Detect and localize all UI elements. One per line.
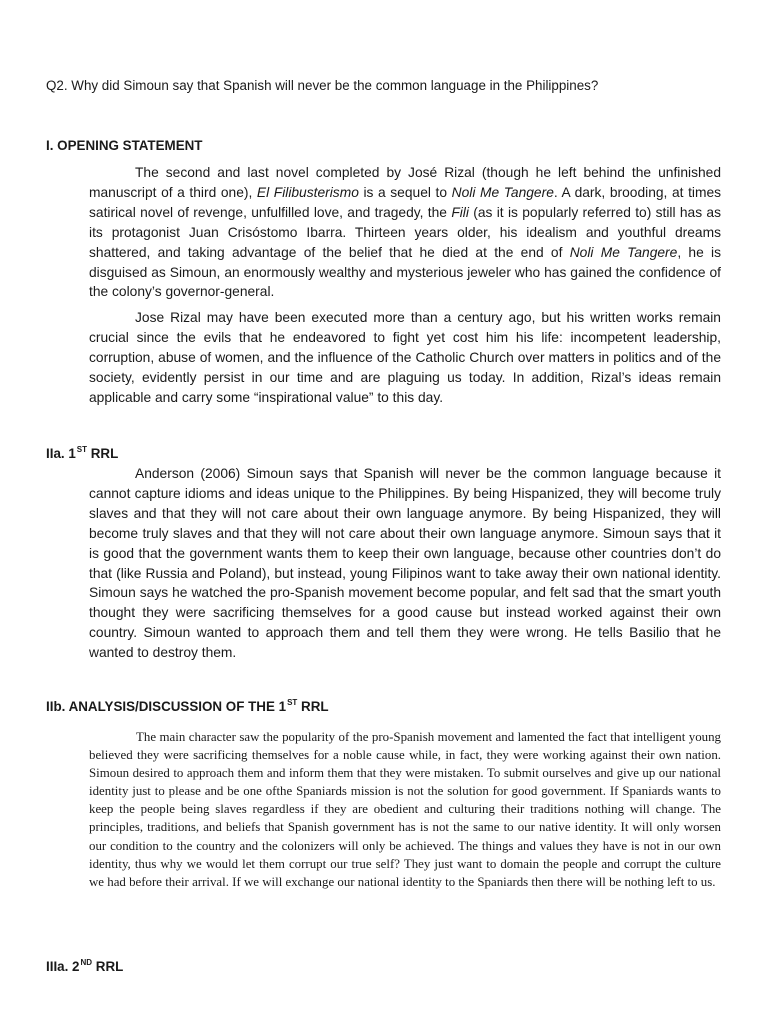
second-rrl-heading [46, 958, 123, 975]
first-rrl-analysis-heading [46, 698, 329, 715]
heading-prefix: IIa. 1 [46, 446, 76, 461]
first-rrl-heading [46, 445, 118, 462]
heading-suffix: RRL [92, 959, 124, 974]
italic-title: El Filibusterismo [256, 184, 359, 200]
first-rrl-body: Anderson (2006) Simoun says that Spanish will never be the common language because it cannot capture idioms and ideas unique to the Philippines. By being Hispanized, they will become truly slaves and that they will not care about their own language anymore. By being Hispanized, they will become truly slaves and that they will not care about their own language anymore. Simoun says that it is good that the government wants them to keep their own language, because other countries don’t do that (like Russia and Poland), but instead, young Filipinos want to take away their own national identity. Simoun says he watched the pro-Spanish movement become popular, and felt sad that the smart youth thought they were sacrificing themselves for a good cause but instead worked against their own country. Simoun wanted to approach them and tell them they were wrong. He tells Basilio that he wanted to destroy them. [89, 466, 721, 661]
text-run: , he is disguised as Simoun, an enormously wealthy and mysterious jeweler who has gained the confidence of the colony’s governor-general. [89, 244, 721, 300]
text-run: (as it is popularly referred to) still has as its protagonist Juan Crisóstomo Ibarra. Thirteen years older, his idealism and youthful dreams shattered, and taking advantage of the belief that he died at the end of [89, 204, 721, 260]
opening-statement-heading: I. OPENING STATEMENT [46, 138, 203, 153]
ordinal-suffix: ST [76, 445, 88, 454]
ordinal-suffix: ST [287, 698, 298, 707]
question-text: Q2. Why did Simoun say that Spanish will never be the common language in the Philippines? [46, 78, 599, 93]
text-run: is a sequel to [358, 184, 452, 200]
text-run: The second and last novel completed by José Rizal (though he left behind the unfinished manuscript of a third one), [89, 165, 721, 200]
text-run: . A dark, brooding, at times satirical novel of revenge, unfulfilled love, and tragedy, the [89, 184, 722, 220]
heading-prefix: IIIa. 2 [46, 959, 80, 974]
heading-suffix: RRL [297, 699, 329, 714]
italic-title: Noli Me Tangere [451, 184, 554, 200]
ordinal-suffix: ND [80, 958, 93, 967]
first-rrl-analysis-body: The main character saw the popularity of the pro-Spanish movement and lamented the fact that intelligent young believed they were sacrificing themselves for a noble cause while, in fact, they were working against their own nation. Simoun desired to approach them and inform them that they were mistaken. To submit ourselves and give up our national identity just to please and be one ofthe Spaniards mission is not the solution for good government. If Spaniards wants to keep the people being slaves regardless if they are obedient and culturing their traditions nothing will change. The principles, traditions, and beliefs that Spanish government has is not the same to our native identity. It will only worsen our condition to the country and the colonizers will only be achieved. The things and values they have is not in our own identity, thus why we would let them corrupt our true self? They just want to domain the people and corrupt the culture we had before their arrival. If we will exchange our national identity to the Spaniards then there will be nothing left to us. [89, 730, 721, 889]
heading-prefix: IIb. ANALYSIS/DISCUSSION OF THE 1 [46, 699, 287, 714]
opening-paragraph-2: Jose Rizal may have been executed more than a century ago, but his written works remain crucial since the evils that he endeavored to fight yet cost him his life: incompetent leadership, corruption, abuse of women, and the influence of the Catholic Church over matters in politics and of the society, evidently persist in our time and are plaguing us today. In addition, Rizal’s ideas remain applicable and carry some “inspirational value” to this day. [89, 310, 721, 405]
italic-title: Noli Me Tangere [569, 244, 678, 260]
italic-title: Fili [451, 204, 469, 220]
heading-suffix: RRL [87, 446, 119, 461]
opening-paragraph-1 [89, 163, 721, 302]
